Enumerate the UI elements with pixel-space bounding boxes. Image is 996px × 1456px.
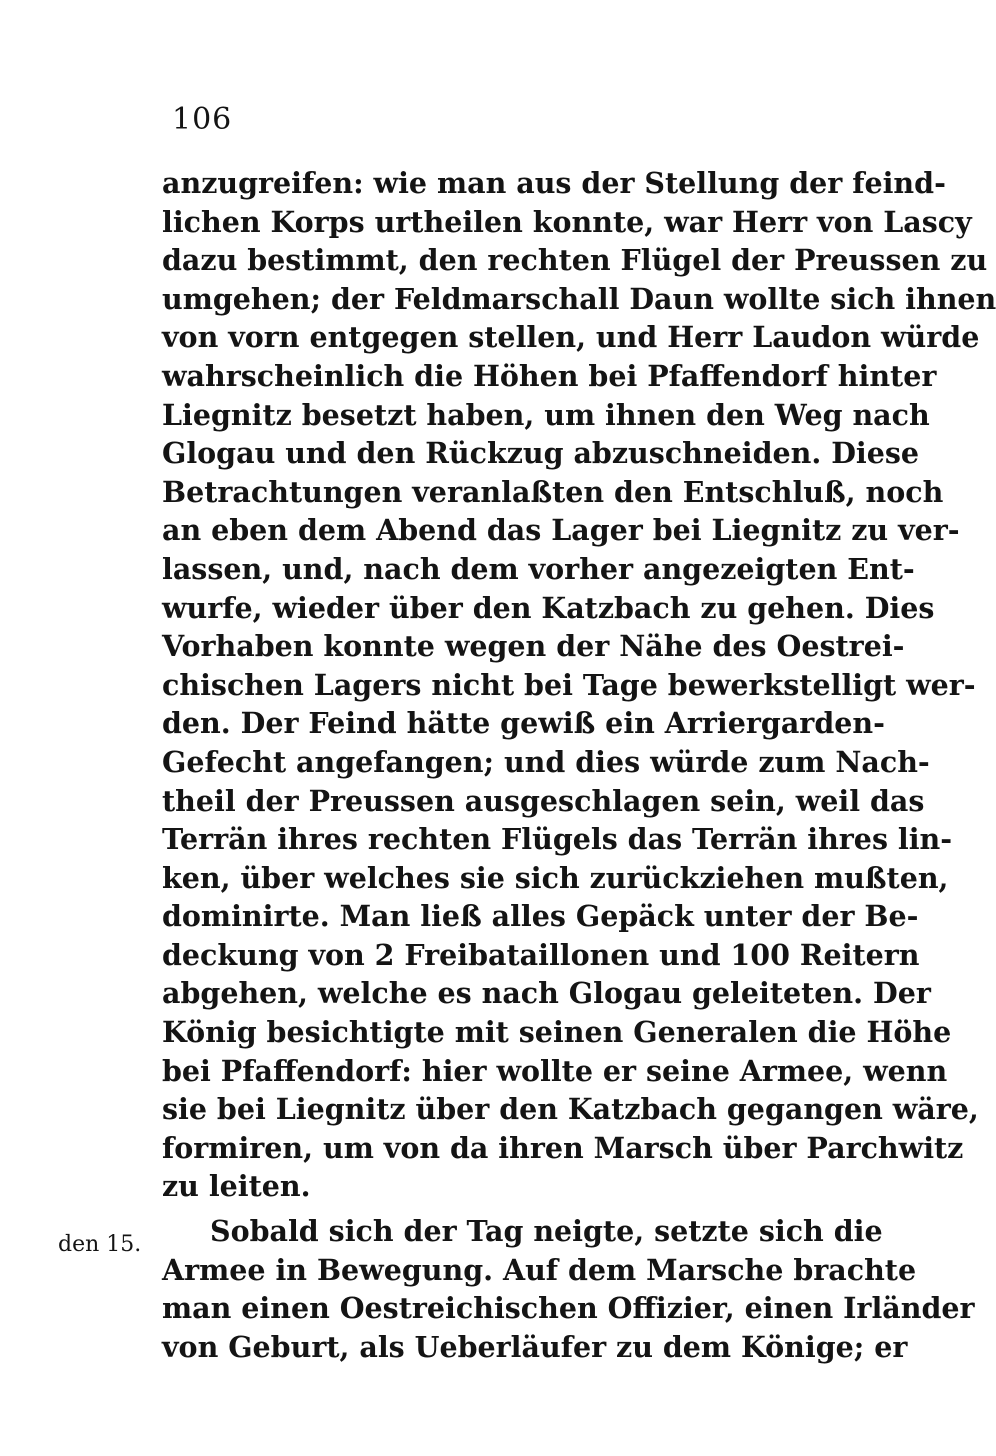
- text-line: man einen Oestreichischen Offizier, einen Irländer: [162, 1291, 975, 1326]
- text-line: Vorhaben konnte wegen der Nähe des Oestrei-: [162, 629, 905, 664]
- text-line: den. Der Feind hätte gewiß ein Arriergarden-: [162, 706, 885, 741]
- text-line: ken, über welches sie sich zurückziehen mußten,: [162, 860, 949, 895]
- text-line: abgehen, welche es nach Glogau geleiteten. Der: [162, 976, 931, 1011]
- text-line: König besichtigte mit seinen Generalen die Höhe: [162, 1015, 952, 1050]
- body-text: [162, 164, 996, 1366]
- text-line: Gefecht angefangen; und dies würde zum Nach-: [162, 744, 930, 779]
- text-line: Liegnitz besetzt haben, um ihnen den Weg nach: [162, 397, 930, 432]
- text-line: lassen, und, nach dem vorher angezeigten Ent-: [162, 551, 915, 586]
- text-line: Glogau und den Rückzug abzuschneiden. Diese: [162, 436, 920, 471]
- text-line: Terrän ihres rechten Flügels das Terrän ihres lin-: [162, 822, 953, 857]
- text-line: theil der Preussen ausgeschlagen sein, weil das: [162, 783, 925, 818]
- text-line: wahrscheinlich die Höhen bei Pfaffendorf hinter: [162, 358, 937, 393]
- text-line: anzugreifen: wie man aus der Stellung der feind-: [162, 166, 946, 200]
- page-number: 106: [172, 102, 233, 137]
- text-line: an eben dem Abend das Lager bei Liegnitz zu ver-: [162, 513, 960, 548]
- text-line: sie bei Liegnitz über den Katzbach gegangen wäre,: [162, 1092, 979, 1127]
- text-line: Sobald sich der Tag neigte, setzte sich die: [210, 1214, 883, 1249]
- text-line: deckung von 2 Freibataillonen und 100 Reitern: [162, 937, 920, 972]
- text-line: Armee in Bewegung. Auf dem Marsche brachte: [162, 1252, 917, 1287]
- margin-note-date: den 15.: [58, 1232, 142, 1257]
- text-line: dominirte. Man ließ alles Gepäck unter der Be-: [162, 899, 919, 934]
- text-line: formiren, um von da ihren Marsch über Parchwitz: [162, 1130, 964, 1165]
- text-line: lichen Korps urtheilen konnte, war Herr von Lascy: [162, 204, 972, 239]
- text-line: dazu bestimmt, den rechten Flügel der Preussen zu: [162, 243, 988, 278]
- paragraph-2: [162, 1212, 975, 1366]
- paragraph-1: [162, 164, 996, 1206]
- text-line: chischen Lagers nicht bei Tage bewerkstelligt wer-: [162, 667, 976, 702]
- text-line: zu leiten.: [162, 1169, 311, 1204]
- text-line: von vorn entgegen stellen, und Herr Laudon würde: [162, 320, 980, 355]
- text-line: von Geburt, als Ueberläufer zu dem Könige; er: [162, 1329, 908, 1364]
- text-line: wurfe, wieder über den Katzbach zu gehen. Dies: [162, 590, 935, 625]
- text-line: Betrachtungen veranlaßten den Entschluß, noch: [162, 474, 944, 509]
- text-line: bei Pfaffendorf: hier wollte er seine Armee, wenn: [162, 1053, 948, 1088]
- text-line: umgehen; der Feldmarschall Daun wollte sich ihnen: [162, 281, 996, 316]
